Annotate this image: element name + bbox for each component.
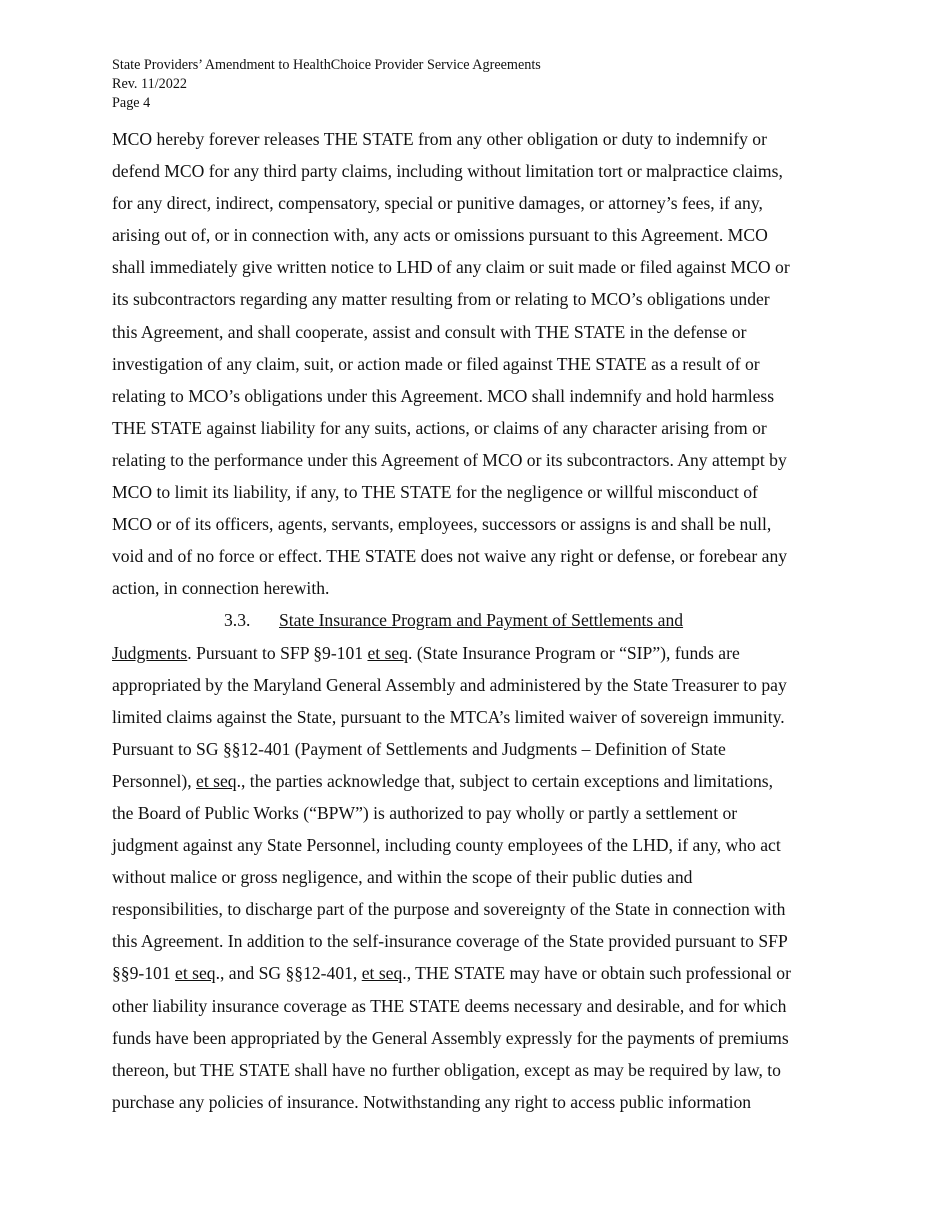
text-line xyxy=(112,957,852,989)
text-line: arising out of, or in connection with, any acts or omissions pursuant to this Agreement. MCO xyxy=(112,225,768,246)
text-line: this Agreement, and shall cooperate, assist and consult with THE STATE in the defense or xyxy=(112,321,747,342)
text-fragment: ., and SG §§12-401, xyxy=(215,963,362,984)
text-line: limited claims against the State, pursuant to the MTCA’s limited waiver of sovereign immunity. xyxy=(112,706,785,727)
page-header xyxy=(112,56,541,113)
text-line: purchase any policies of insurance. Notwithstanding any right to access public information xyxy=(112,1091,752,1112)
text-line: shall immediately give written notice to LHD of any claim or suit made or filed against MCO or xyxy=(112,257,790,278)
text-line: its subcontractors regarding any matter resulting from or relating to MCO’s obligations under xyxy=(112,289,770,310)
section-3-3 xyxy=(112,604,852,1118)
text-fragment: ., the parties acknowledge that, subject to certain exceptions and limitations, xyxy=(236,770,774,791)
text-line: funds have been appropriated by the General Assembly expressly for the payments of premiums xyxy=(112,1027,789,1048)
text-line: investigation of any claim, suit, or action made or filed against THE STATE as a result of or xyxy=(112,353,760,374)
text-line: void and of no force or effect. THE STATE does not waive any right or defense, or forebear any xyxy=(112,546,788,567)
et-seq-term: et seq xyxy=(361,963,403,984)
section-heading: State Insurance Program and Payment of Settlements and xyxy=(279,610,684,631)
text-line: responsibilities, to discharge part of the purpose and sovereignty of the State in connection with xyxy=(112,899,786,920)
text-line: this Agreement. In addition to the self-insurance coverage of the State provided pursuant to SFP xyxy=(112,931,788,952)
text-line: the Board of Public Works (“BPW”) is authorized to pay wholly or partly a settlement or xyxy=(112,802,738,823)
text-line xyxy=(112,765,852,797)
section-heading-line xyxy=(112,604,852,636)
paragraph-indemnity xyxy=(112,123,852,604)
text-line: without malice or gross negligence, and within the scope of their public duties and xyxy=(112,867,693,888)
text-line: thereon, but THE STATE shall have no further obligation, except as may be required by law, to xyxy=(112,1059,781,1080)
text-line: appropriated by the Maryland General Assembly and administered by the State Treasurer to pay xyxy=(112,674,787,695)
section-heading-continued: Judgments xyxy=(112,642,188,663)
text-line: MCO or of its officers, agents, servants, employees, successors or assigns is and shall be null, xyxy=(112,514,772,535)
text-line: for any direct, indirect, compensatory, special or punitive damages, or attorney’s fees, if any, xyxy=(112,193,763,214)
et-seq-term: et seq xyxy=(367,642,409,663)
text-line: THE STATE against liability for any suits, actions, or claims of any character arising from or xyxy=(112,417,767,438)
header-page-number: Page 4 xyxy=(112,95,151,111)
text-line: judgment against any State Personnel, including county employees of the LHD, if any, who act xyxy=(112,835,781,856)
text-fragment: Personnel), xyxy=(112,770,197,791)
text-line: action, in connection herewith. xyxy=(112,578,330,599)
section-number: 3.3. xyxy=(224,610,251,631)
text-line xyxy=(112,637,852,669)
text-line: relating to MCO’s obligations under this Agreement. MCO shall indemnify and hold harmless xyxy=(112,385,775,406)
header-revision: Rev. 11/2022 xyxy=(112,76,188,92)
text-fragment: . (State Insurance Program or “SIP”), funds are xyxy=(408,642,740,663)
text-fragment: ., THE STATE may have or obtain such professional or xyxy=(402,963,791,984)
text-fragment: §§9-101 xyxy=(112,963,176,984)
et-seq-term: et seq xyxy=(196,770,237,791)
et-seq-term: et seq xyxy=(175,963,216,984)
header-title: State Providers’ Amendment to HealthChoice Provider Service Agreements xyxy=(112,57,541,73)
text-line: MCO hereby forever releases THE STATE from any other obligation or duty to indemnify or xyxy=(112,129,767,149)
document-body xyxy=(112,123,852,1118)
text-line: relating to the performance under this Agreement of MCO or its subcontractors. Any attempt by xyxy=(112,449,787,470)
text-fragment: . Pursuant to SFP §9-101 xyxy=(187,642,368,663)
text-line: Pursuant to SG §§12-401 (Payment of Settlements and Judgments – Definition of State xyxy=(112,738,726,759)
text-line: MCO to limit its liability, if any, to THE STATE for the negligence or willful misconduct of xyxy=(112,482,758,503)
text-line: defend MCO for any third party claims, including without limitation tort or malpractice claims, xyxy=(112,161,783,182)
text-line: other liability insurance coverage as THE STATE deems necessary and desirable, and for which xyxy=(112,995,787,1016)
